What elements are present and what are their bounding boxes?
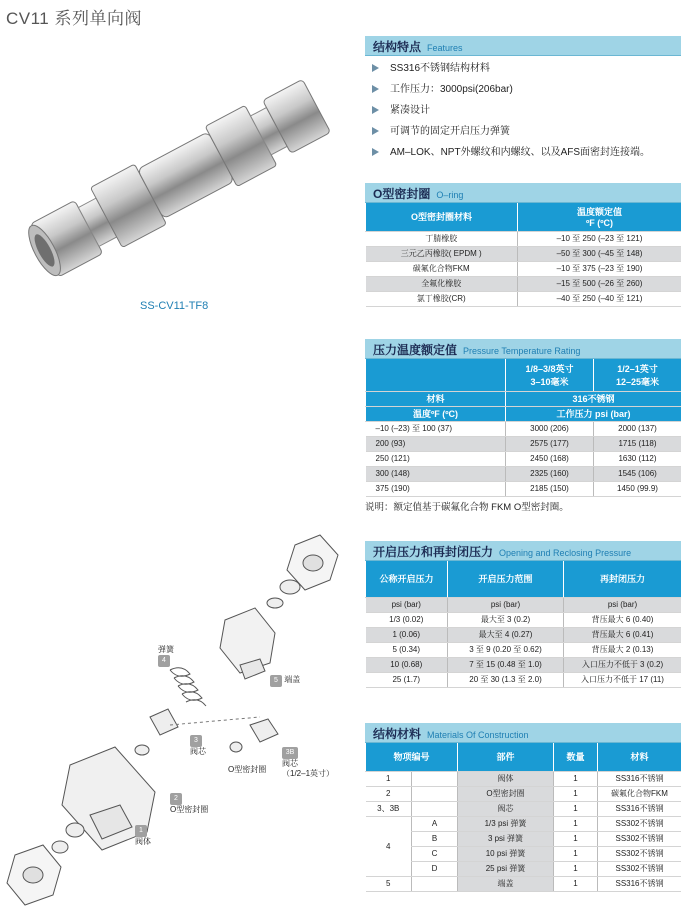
opening-header: [365, 541, 681, 561]
table-row: 200 (93) 2575 (177) 1715 (118): [366, 436, 682, 451]
label-body: 1 阀体: [135, 827, 151, 846]
features-header: [365, 36, 681, 56]
table-row: 5 (0.34) 3 至 9 (0.20 至 0.62) 背压最大 2 (0.13): [366, 642, 682, 657]
ptr-note: 说明：额定值基于碳氟化合物 FKM O型密封圈。: [365, 502, 569, 513]
ptr-material-label: 材料: [366, 391, 506, 406]
table-row: 300 (148) 2325 (160) 1545 (106): [366, 466, 682, 481]
feature-item: AM–LOK、NPT外螺纹和内螺纹、以及AFS面密封连接端。: [370, 146, 688, 167]
opening-table: 公称开启压力 开启压力范围 再封闭压力 psi (bar) psi (bar) psi (bar) 1/3 (0.02) 最大至 3 (0.2) 背压最大 6 (0.40) 1 (0.06) 最大至 4 (0.27) 背压最大 6 (0.41) 5 (0.34) 3 至 9 (0.20 至 0.62) 背压最大 2 (0.13) 10 (0.68) 7 至 15 (0.48 至 1.0) 入口压力不低于 3 (0.2) 25 (1.7) 20 至 30 (1.3 至 2.0) 入口压力不低于 17 (11): [365, 561, 681, 688]
label-oring-right: O型密封圈: [228, 765, 267, 774]
product-photo: [10, 60, 345, 300]
table-row: B 3 psi 弹簧 1 SS302不锈钢: [366, 831, 682, 846]
table-row: 碳氟化合物FKM –10 至 375 (–23 至 190): [366, 261, 682, 276]
label-spring: 弹簧 4: [158, 645, 174, 667]
arrow-icon: [372, 148, 379, 156]
feature-item: 紧凑设计: [370, 104, 688, 125]
features-list: [370, 62, 688, 167]
materials-title: 结构材料: [373, 727, 422, 741]
feature-item: SS316不锈钢结构材料: [370, 62, 688, 83]
oring-table: [365, 203, 681, 307]
table-row: 4 A 1/3 psi 弹簧 1 SS302不锈钢: [366, 816, 682, 831]
arrow-icon: [372, 106, 379, 114]
table-row: 1/3 (0.02) 最大至 3 (0.2) 背压最大 6 (0.40): [366, 612, 682, 627]
table-row: 2 O型密封圈 1 碳氟化合物FKM: [366, 786, 682, 801]
arrow-icon: [372, 64, 379, 72]
oring-title: O型密封圈: [373, 187, 431, 201]
table-row: 氯丁橡胶(CR) –40 至 250 (–40 至 121): [366, 291, 682, 306]
ptr-temp-label: 温度ºF (ºC): [366, 406, 506, 421]
table-row: –10 (–23) 至 100 (37) 3000 (206) 2000 (137): [366, 421, 682, 436]
oring-header: [365, 183, 681, 203]
oring-col-material: O型密封圈材料: [366, 203, 518, 231]
features-title-en: Features: [427, 43, 463, 53]
exploded-diagram: [0, 525, 360, 912]
arrow-icon: [372, 85, 379, 93]
ptr-header: [365, 339, 681, 359]
features-title: 结构特点: [373, 40, 422, 54]
table-row: 5 端盖 1 SS316不锈钢: [366, 876, 682, 891]
table-row: 1 阀体 1 SS316不锈钢: [366, 771, 682, 786]
photo-caption: SS-CV11-TF8: [140, 300, 209, 312]
oring-col-temp: 温度额定值 ºF (ºC): [518, 203, 682, 231]
ptr-title-en: Pressure Temperature Rating: [463, 346, 581, 356]
table-row: 全氟化橡胶 –15 至 500 (–26 至 260): [366, 276, 682, 291]
materials-title-en: Materials Of Construction: [427, 730, 529, 740]
ptr-title: 压力温度额定值: [373, 343, 458, 357]
table-row: 375 (190) 2185 (150) 1450 (99.9): [366, 481, 682, 496]
table-row: 10 (0.68) 7 至 15 (0.48 至 1.0) 入口压力不低于 3 (0.2): [366, 657, 682, 672]
label-poppet: 3 阀芯: [190, 737, 206, 756]
label-oring: 2 O型密封圈: [170, 795, 209, 814]
table-row: 250 (121) 2450 (168) 1630 (112): [366, 451, 682, 466]
table-row: 1 (0.06) 最大至 4 (0.27) 背压最大 6 (0.41): [366, 627, 682, 642]
ptr-table: [365, 359, 681, 497]
table-row: psi (bar) psi (bar) psi (bar): [366, 597, 682, 612]
ptr-pressure-label: 工作压力 psi (bar): [506, 406, 682, 421]
ptr-material-value: 316不锈钢: [506, 391, 682, 406]
materials-table: 物项编号 部件 数量 材料 1 阀体 1 SS316不锈钢 2 O型密封圈 1 碳氟化合物FKM 3、3B 阀芯 1 SS316不锈钢 4 A 1/3 psi 弹簧 1 SS302不锈钢 B 3 psi 弹簧 1 SS302不锈钢 C 10 psi 弹簧 1 SS302不锈钢 D 25 psi 弹簧 1 SS302不锈钢 5 端盖 1 SS316不锈钢: [365, 743, 681, 892]
feature-item: 可调节的固定开启压力弹簧: [370, 125, 688, 146]
table-row: 丁腈橡胶 –10 至 250 (–23 至 121): [366, 231, 682, 246]
table-row: C 10 psi 弹簧 1 SS302不锈钢: [366, 846, 682, 861]
arrow-icon: [372, 127, 379, 135]
ptr-size2: 1/2–1英寸 12–25毫米: [594, 359, 682, 391]
table-row: 3、3B 阀芯 1 SS316不锈钢: [366, 801, 682, 816]
table-row: D 25 psi 弹簧 1 SS302不锈钢: [366, 861, 682, 876]
table-row: 25 (1.7) 20 至 30 (1.3 至 2.0) 入口压力不低于 17 (11): [366, 672, 682, 687]
opening-title-en: Opening and Reclosing Pressure: [499, 548, 632, 558]
page-title: CV11 系列单向阀: [6, 9, 142, 28]
feature-item: 工作压力：3000psi(206bar): [370, 83, 688, 104]
ptr-size1: 1/8–3/8英寸 3–10毫米: [506, 359, 594, 391]
materials-header: [365, 723, 681, 743]
label-poppet-3b: 3B 阀芯 （1/2–1英寸）: [282, 749, 335, 778]
opening-title: 开启压力和再封闭压力: [373, 545, 494, 559]
table-row: 三元乙丙橡胶( EPDM ) –50 至 300 (–45 至 148): [366, 246, 682, 261]
oring-title-en: O–ring: [436, 190, 464, 200]
label-cap: 5 端盖: [270, 675, 300, 687]
